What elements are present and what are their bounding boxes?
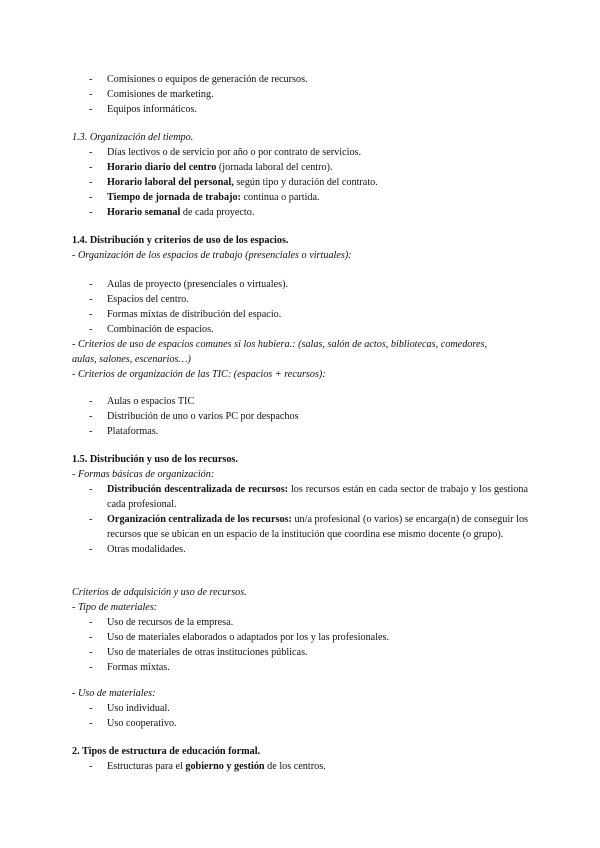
- list-item: - Aulas de proyecto (presenciales o virtuales).: [89, 279, 289, 290]
- section-heading: 1.4. Distribución y criterios de uso de los espacios.: [72, 235, 289, 246]
- list-item: - Aulas o espacios TIC: [89, 396, 195, 407]
- subheading: - Criterios de organización de las TIC: (espacios + recursos):: [72, 369, 326, 380]
- list-item: - Distribución de uno o varios PC por despachos: [89, 411, 299, 422]
- list-item: - Uso cooperativo.: [89, 718, 177, 729]
- list-item: - Formas mixtas de distribución del espacio.: [89, 309, 282, 320]
- list-item: - Distribución descentralizada de recursos: los recursos están en cada sector de trabajo y los gestiona cada profesional.: [89, 484, 528, 510]
- list-item: - Uso de recursos de la empresa.: [89, 617, 234, 628]
- subheading: - Criterios de uso de espacios comunes si los hubiera.: (salas, salón de actos, bibliotecas, comedores,: [72, 339, 488, 350]
- section-heading: 1.5. Distribución y uso de los recursos.: [72, 454, 238, 465]
- section-1-5: [72, 452, 528, 557]
- tic-list-block: [72, 394, 528, 439]
- materials-use-section: [72, 686, 528, 731]
- spaces-list-block: [72, 277, 528, 382]
- list-item: - Estructuras para el gobierno y gestión de los centros.: [89, 761, 326, 772]
- list-item: - Tiempo de jornada de trabajo: continua o partida.: [89, 192, 320, 203]
- subheading: - Formas básicas de organización:: [72, 469, 215, 480]
- list-item: - Horario semanal de cada proyecto.: [89, 207, 255, 218]
- resources-list: [72, 482, 528, 557]
- section-2: [72, 744, 528, 774]
- list-item: - Otras modalidades.: [89, 544, 186, 555]
- materials-type-list: [72, 615, 528, 675]
- subheading: - Organización de los espacios de trabajo (presenciales o virtuales):: [72, 250, 352, 261]
- criteria-section: [72, 585, 528, 675]
- section-1-3: [72, 130, 528, 220]
- list-item: - Formas mixtas.: [89, 662, 170, 673]
- list-item: - Comisiones de marketing.: [89, 89, 214, 100]
- structure-list: [72, 759, 528, 774]
- materials-use-list: [72, 701, 528, 731]
- section-heading: 1.3. Organización del tiempo.: [72, 132, 194, 143]
- subheading: - Tipo de materiales:: [72, 602, 158, 613]
- subheading-continued: aulas, salones, escenarios…): [72, 354, 191, 365]
- subheading: - Uso de materiales:: [72, 688, 156, 699]
- list-item: - Organización centralizada de los recursos: un/a profesional (o varios) se encarga(n) de conseguir los recursos que se ubican en un espacio de la institución que coordina ese mismo docente (o grupo).: [89, 514, 529, 540]
- section-heading: 2. Tipos de estructura de educación formal.: [72, 746, 261, 757]
- section-1-4: [72, 233, 528, 263]
- tic-list: [72, 394, 528, 439]
- list-item: - Uso individual.: [89, 703, 170, 714]
- list-item: - Uso de materiales elaborados o adaptados por los y las profesionales.: [89, 632, 390, 643]
- top-list-block: [72, 72, 528, 117]
- section-heading: Criterios de adquisición y uso de recursos.: [72, 587, 247, 598]
- list-item: - Horario diario del centro (jornada laboral del centro).: [89, 162, 333, 173]
- time-list: [72, 145, 528, 220]
- list-item: - Uso de materiales de otras instituciones públicas.: [89, 647, 308, 658]
- list-item: - Combinación de espacios.: [89, 324, 214, 335]
- list-item: - Comisiones o equipos de generación de recursos.: [89, 74, 308, 85]
- list-item: - Días lectivos o de servicio por año o por contrato de servicios.: [89, 147, 362, 158]
- list-item: - Horario laboral del personal, según tipo y duración del contrato.: [89, 177, 378, 188]
- top-list: [72, 72, 528, 117]
- spaces-list: [72, 277, 528, 337]
- list-item: - Equipos informáticos.: [89, 104, 197, 115]
- list-item: - Plataformas.: [89, 426, 159, 437]
- list-item: - Espacios del centro.: [89, 294, 189, 305]
